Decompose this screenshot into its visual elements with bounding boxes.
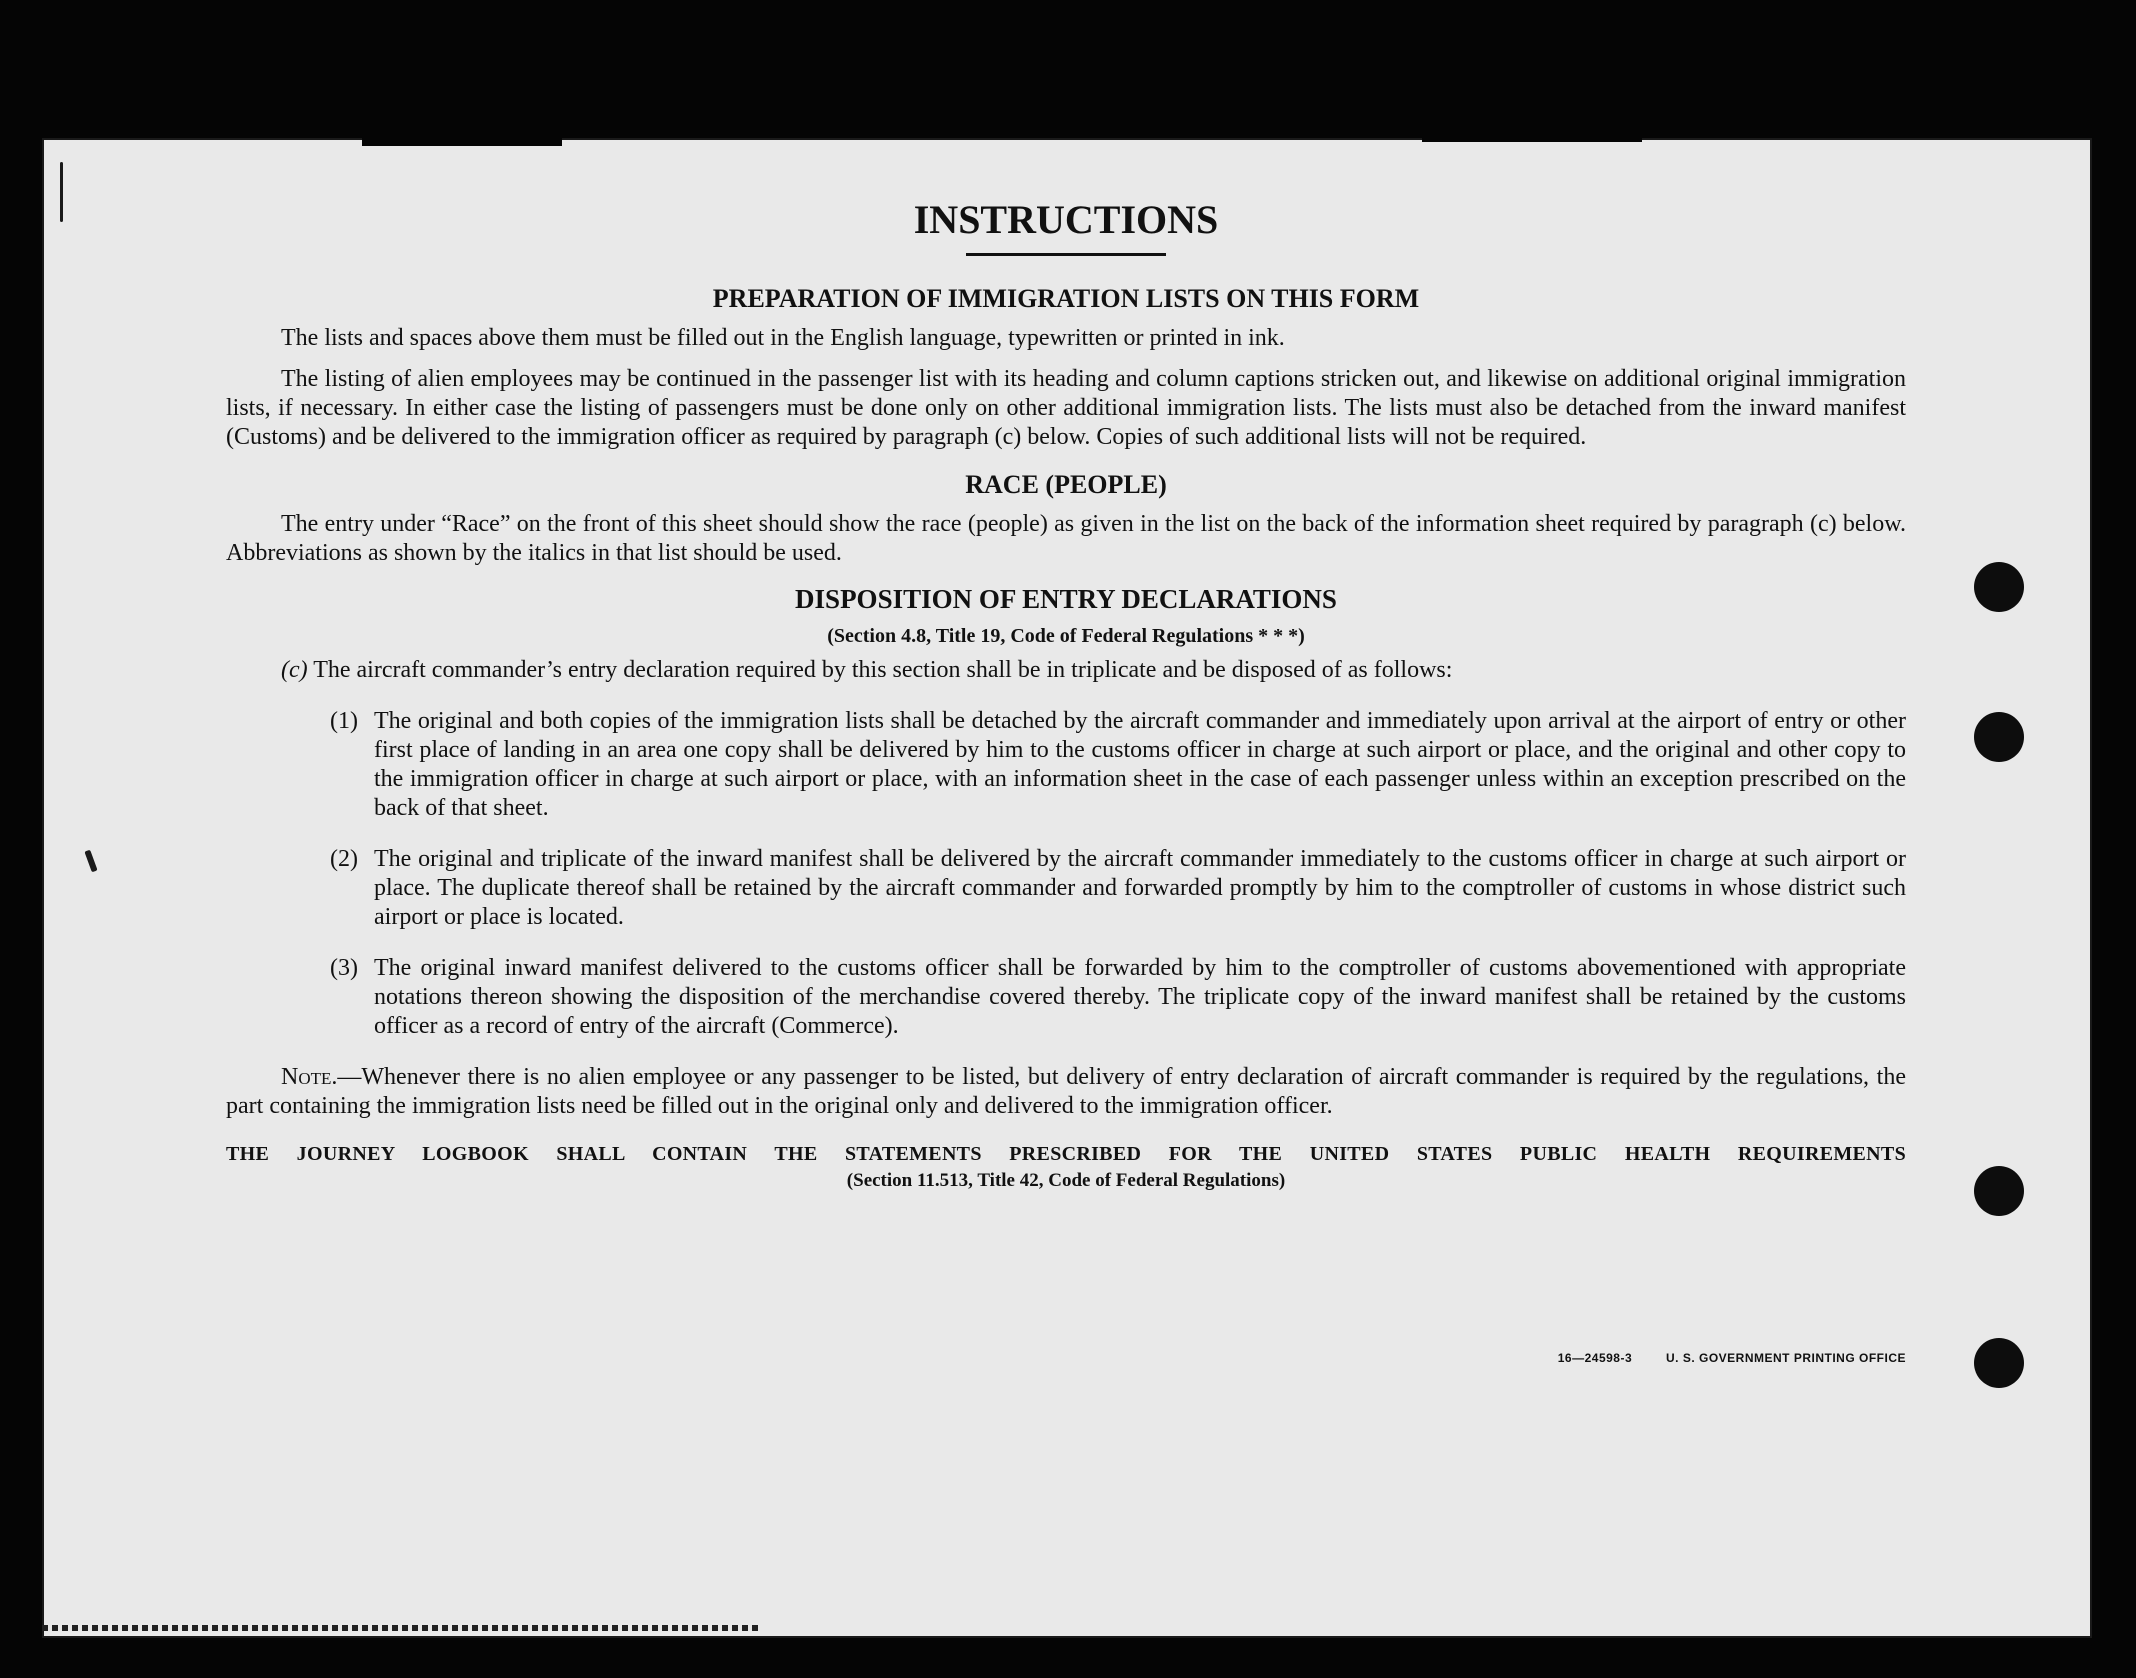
- section-heading-race: RACE (PEOPLE): [965, 470, 1167, 499]
- torn-edge-left: [362, 134, 562, 146]
- clause-label: (c): [281, 657, 308, 683]
- printer-imprint: [1558, 1351, 1906, 1365]
- torn-edge-center: [1422, 134, 1642, 142]
- section-citation: (Section 4.8, Title 19, Code of Federal Regulations * * *): [827, 625, 1305, 647]
- list-item: [330, 954, 1906, 1041]
- clause-text: The aircraft commander’s entry declaration required by this section shall be in triplicate and be disposed of as follows:: [313, 657, 1453, 683]
- paragraph: The lists and spaces above them must be filled out in the English language, typewritten or printed in ink.: [281, 325, 1285, 351]
- page-title: INSTRUCTIONS: [913, 197, 1219, 242]
- item-text: The original and triplicate of the inward manifest shall be delivered by the aircraft commander immediately to the customs officer in charge at such airport or place. The duplicate thereof shall be retained by the aircraft commander and forwarded promptly by him to the comptroller of customs in whose district such airport or place is located.: [374, 846, 1906, 930]
- item-number: (3): [330, 955, 358, 981]
- printer-name: U. S. GOVERNMENT PRINTING OFFICE: [1665, 1351, 1906, 1365]
- scan-speck: [60, 162, 63, 222]
- public-health-citation: (Section 11.513, Title 42, Code of Federal Regulations): [846, 1170, 1286, 1191]
- title-underline: [966, 253, 1166, 256]
- form-number: 16—24598-3: [1557, 1351, 1633, 1365]
- item-number: (2): [330, 846, 358, 872]
- binder-hole-2: [1974, 712, 2024, 762]
- item-text: The original and both copies of the immigration lists shall be detached by the aircraft commander and immediately upon arrival at the airport of entry or other first place of landing in an area one copy shall be delivered by him to the customs officer in charge at such airport or place, and the original and other copy to the immigration officer in charge at such airport or place, with an information sheet in the case of each passenger unless within an exception prescribed on the back of that sheet.: [374, 708, 1906, 821]
- note-paragraph: [226, 1063, 1906, 1121]
- binder-hole-1: [1974, 562, 2024, 612]
- paragraph: The listing of alien employees may be continued in the passenger list with its heading and column captions stricken out, and likewise on additional original immigration lists, if necessary. In either case the listing of passengers must be done only on other additional immigration lists. The lists must also be detached from the inward manifest (Customs) and be delivered to the immigration officer as required by paragraph (c) below. Copies of such additional lists will not be required.: [226, 366, 1906, 450]
- scan-speck: [84, 850, 97, 873]
- note-label: Note.: [281, 1064, 338, 1090]
- section-heading-preparation: PREPARATION OF IMMIGRATION LISTS ON THIS FORM: [712, 284, 1420, 313]
- binder-hole-3: [1974, 1166, 2024, 1216]
- section-heading-disposition: DISPOSITION OF ENTRY DECLARATIONS: [795, 584, 1337, 614]
- note-text: —Whenever there is no alien employee or any passenger to be listed, but delivery of entry declaration of aircraft commander is required by the regulations, the part containing the immigration lists need be filled out in the original only and delivered to the immigration officer.: [226, 1064, 1906, 1119]
- paragraph: The entry under “Race” on the front of this sheet should show the race (people) as given in the list on the back of the information sheet required by paragraph (c) below. Abbreviations as shown by the italics in that list should be used.: [226, 511, 1906, 566]
- clause-c: [281, 656, 1906, 685]
- item-number: (1): [330, 708, 358, 734]
- list-item: [330, 845, 1906, 932]
- binder-hole-4: [1974, 1338, 2024, 1388]
- item-text: The original inward manifest delivered to the customs officer shall be forwarded by him to the comptroller of customs abovementioned with appropriate notations thereon showing the disposition of the merchandise covered thereby. The triplicate copy of the inward manifest shall be retained by the customs officer as a record of entry of the aircraft (Commerce).: [374, 955, 1906, 1039]
- list-item: [330, 707, 1906, 823]
- perforation-line: [42, 1625, 762, 1631]
- public-health-statement: THE JOURNEY LOGBOOK SHALL CONTAIN THE STATEMENTS PRESCRIBED FOR THE UNITED STATES PUBLIC HEALTH REQUIREMENTS: [226, 1143, 1906, 1165]
- instructions-document: [226, 196, 1906, 1365]
